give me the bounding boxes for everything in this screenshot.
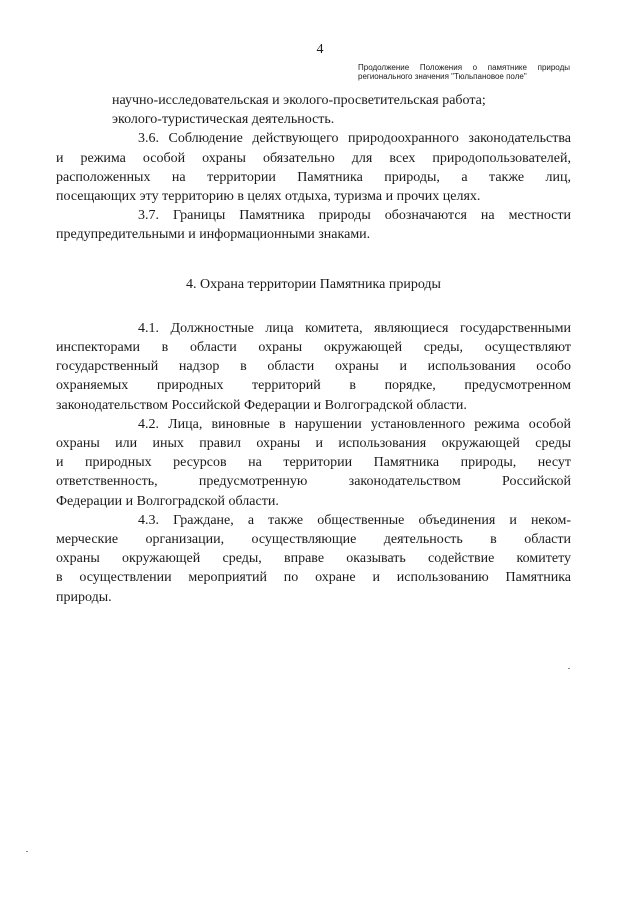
running-header-line-2: регионального значения "Тюльпановое поле": [358, 72, 527, 81]
section-3-continuation: [112, 91, 571, 129]
text-line: и природных ресурсов на территории Памятника природы, несут: [56, 455, 571, 471]
text-line: предупредительными и информационными знаками.: [56, 227, 371, 243]
text-line: мерческие организации, осуществляющие деятельность в области: [56, 532, 571, 548]
text-line: 4.1. Должностные лица комитета, являющиеся государственными: [138, 320, 571, 336]
text-line: охраняемых природных территорий в порядке, предусмотренном: [56, 378, 571, 394]
text-line: Федерации и Волгоградской области.: [56, 493, 279, 509]
text-line: расположенных на территории Памятника природы, а также лиц,: [56, 169, 571, 185]
section-4-heading: 4. Охрана территории Памятника природы: [186, 276, 441, 292]
running-header-line-1: Продолжение Положения о памятнике природы: [358, 63, 570, 72]
text-line: 4.3. Граждане, а также общественные объединения и неком-: [138, 512, 571, 528]
paragraph-4-2: [56, 415, 571, 511]
text-line: инспекторами в области охраны окружающей среды, осуществляют: [56, 340, 571, 356]
text-line: научно-исследовательская и эколого-просветительская работа;: [112, 93, 486, 108]
text-line: и режима особой охраны обязательно для всех природопользователей,: [56, 150, 571, 166]
paragraph-3-7: [56, 206, 571, 244]
text-line: 4.2. Лица, виновные в нарушении установленного режима особой: [138, 416, 571, 432]
text-line: посещающих эту территорию в целях отдыха, туризма и прочих целях.: [56, 189, 481, 205]
scan-speck: [568, 668, 570, 669]
document-body: [56, 91, 571, 607]
paragraph-4-1: [56, 319, 571, 415]
running-header: [358, 63, 570, 81]
text-line: охраны окружающей среды, вправе оказывать содействие комитету: [56, 551, 571, 567]
text-line: эколого-туристическая деятельность.: [112, 112, 335, 128]
text-line: 3.7. Границы Памятника природы обозначаются на местности: [138, 208, 571, 224]
text-line: государственный надзор в области охраны и использования особо: [56, 359, 571, 375]
text-line: ответственность, предусмотренную законодательством Российской: [56, 474, 571, 490]
text-line: законодательством Российской Федерации и Волгоградской области.: [56, 397, 467, 413]
text-line: природы.: [56, 589, 112, 605]
scan-speck: [26, 851, 28, 852]
text-line: охраны или иных правил охраны и использования окружающей среды: [56, 436, 571, 452]
text-line: в осуществлении мероприятий по охране и использованию Памятника: [56, 570, 571, 586]
text-line: 3.6. Соблюдение действующего природоохранного законодательства: [138, 131, 571, 147]
paragraph-4-3: [56, 511, 571, 607]
paragraph-3-6: [56, 129, 571, 206]
page-number: 4: [316, 42, 324, 57]
